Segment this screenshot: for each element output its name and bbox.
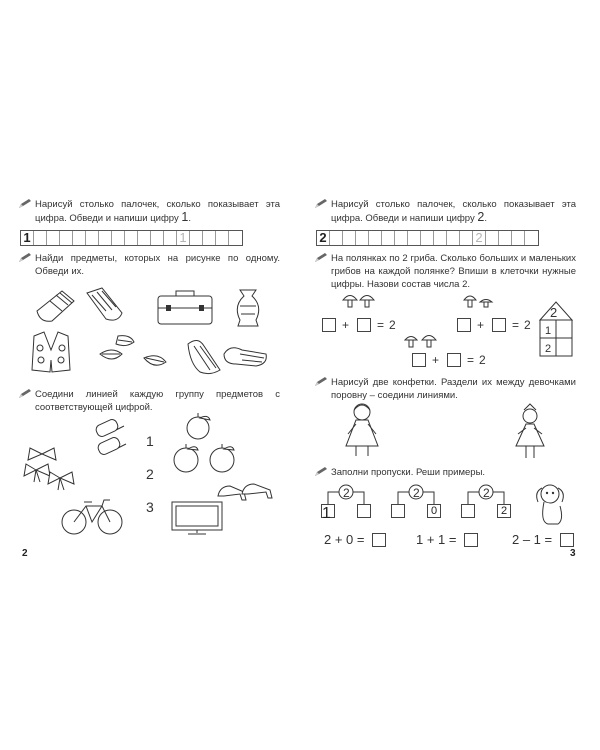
right-task2 (314, 252, 576, 291)
writing-cell[interactable] (486, 231, 499, 245)
writing-cell[interactable] (164, 231, 177, 245)
right-task2-text: На полянках по 2 гриба. Сколько больших и маленьких грибов на каждой полянке? Впиши в клеточки нужные цифры. Назови состав числа 2. (331, 253, 576, 290)
vest-picture[interactable] (30, 330, 72, 374)
writing-cell[interactable]: 2 (317, 231, 330, 245)
writing-cell[interactable] (343, 231, 356, 245)
answer-box[interactable] (322, 318, 336, 332)
tree-top: 2 (483, 486, 490, 500)
socks-picture[interactable] (32, 283, 132, 323)
tree-right-cell[interactable]: 2 (497, 504, 511, 518)
writing-cell[interactable] (382, 231, 395, 245)
writing-cell[interactable] (138, 231, 151, 245)
writing-cell[interactable]: 1 (177, 231, 190, 245)
pencil-icon (314, 253, 328, 263)
shoes-picture[interactable] (216, 478, 276, 502)
left-writing-cells[interactable] (20, 230, 243, 246)
tree-right-cell[interactable] (357, 504, 371, 518)
pencil-icon (18, 253, 32, 263)
writing-cell[interactable] (395, 231, 408, 245)
plus-sign: + (432, 353, 440, 367)
left-task3-text: Соедини линией каждую группу предметов с соответствующей цифрой. (35, 389, 280, 413)
tree-right-cell[interactable]: 0 (427, 504, 441, 518)
writing-cell[interactable] (47, 231, 60, 245)
answer-box[interactable] (447, 353, 461, 367)
writing-cell[interactable] (330, 231, 343, 245)
bows-picture[interactable] (24, 448, 84, 494)
pencil-icon (18, 199, 32, 209)
example-answer-box[interactable] (464, 533, 478, 547)
writing-cell[interactable] (34, 231, 47, 245)
number-2: 2 (146, 466, 154, 482)
pencil-icon (314, 199, 328, 209)
dog-picture (532, 482, 572, 526)
result-two: 2 (479, 353, 486, 367)
equals-sign: = (467, 353, 475, 367)
example-answer-box[interactable] (560, 533, 574, 547)
equals-sign: = (512, 318, 520, 332)
flippers-picture[interactable] (180, 334, 270, 378)
right-task4-text: Заполни пропуски. Реши примеры. (331, 467, 486, 478)
left-task1-digit: 1 (181, 210, 189, 224)
right-writing-cells[interactable] (316, 230, 539, 246)
house-cell: 1 (545, 325, 552, 337)
writing-cell[interactable] (229, 231, 242, 245)
writing-cell[interactable]: 2 (473, 231, 486, 245)
plus-sign: + (342, 318, 350, 332)
vase-picture[interactable] (232, 288, 264, 328)
writing-cell[interactable] (73, 231, 86, 245)
mushrooms-picture-1 (342, 292, 376, 308)
number-3: 3 (146, 499, 154, 515)
answer-box[interactable] (457, 318, 471, 332)
number-1: 1 (146, 433, 154, 449)
bicycle-picture[interactable] (60, 496, 124, 536)
right-task1: Нарисуй столько палочек, сколько показывает эта цифра. Обведи и напиши цифру 2. (314, 198, 576, 225)
tv-picture[interactable] (170, 500, 226, 536)
writing-cell[interactable] (86, 231, 99, 245)
mushrooms-picture-2 (462, 292, 496, 308)
mushrooms-picture-3 (404, 332, 438, 348)
left-task1-text: Нарисуй столько палочек, сколько показывает эта цифра. Обведи и напиши цифру (35, 199, 280, 224)
writing-cell[interactable] (512, 231, 525, 245)
leaves-picture[interactable] (98, 330, 178, 374)
right-task4 (314, 466, 576, 479)
girl-picture-1 (342, 402, 382, 458)
right-task3-text: Нарисуй две конфетки. Раздели их между девочками поровну – соедини линиями. (331, 377, 576, 401)
writing-cell[interactable] (408, 231, 421, 245)
plus-sign: + (477, 318, 485, 332)
writing-cell[interactable] (421, 231, 434, 245)
tree-top: 2 (413, 486, 420, 500)
answer-box[interactable] (357, 318, 371, 332)
girl-picture-2 (510, 406, 550, 460)
writing-cell[interactable] (525, 231, 538, 245)
pencil-icon (314, 467, 328, 477)
answer-box[interactable] (412, 353, 426, 367)
example-1: 2 + 0 = (324, 532, 365, 547)
ice-cream-picture[interactable] (90, 420, 130, 462)
example-answer-box[interactable] (372, 533, 386, 547)
pencil-icon (314, 377, 328, 387)
writing-cell[interactable] (434, 231, 447, 245)
writing-cell[interactable] (112, 231, 125, 245)
writing-cell[interactable] (499, 231, 512, 245)
writing-cell[interactable] (460, 231, 473, 245)
pencil-icon (18, 389, 32, 399)
writing-cell[interactable] (151, 231, 164, 245)
right-task1-digit: 2 (477, 210, 485, 224)
left-task2-text: Найди предметы, которых на рисунке по одному. Обведи их. (35, 253, 280, 277)
writing-cell[interactable] (125, 231, 138, 245)
result-two: 2 (524, 318, 531, 332)
writing-cell[interactable] (99, 231, 112, 245)
right-page-number: 3 (570, 548, 576, 559)
apples-picture[interactable] (168, 416, 256, 476)
example-2: 1 + 1 = (416, 532, 457, 547)
left-task1: Нарисуй столько палочек, сколько показывает эта цифра. Обведи и напиши цифру 1. (18, 198, 280, 225)
writing-cell[interactable] (447, 231, 460, 245)
left-page-number: 2 (22, 548, 28, 559)
writing-cell[interactable] (190, 231, 203, 245)
left-task3 (18, 388, 280, 414)
writing-cell[interactable]: 1 (21, 231, 34, 245)
tree-top: 2 (343, 486, 350, 500)
writing-cell[interactable] (216, 231, 229, 245)
tree-left-cell[interactable] (461, 504, 475, 518)
example-3: 2 – 1 = (512, 532, 553, 547)
equals-sign: = (377, 318, 385, 332)
house-cell: 2 (545, 343, 552, 355)
tree-left-cell[interactable] (391, 504, 405, 518)
writing-cell[interactable] (356, 231, 369, 245)
writing-cell[interactable] (60, 231, 73, 245)
writing-cell[interactable] (369, 231, 382, 245)
house-top-number: 2 (550, 305, 558, 320)
suitcase-picture[interactable] (156, 288, 216, 326)
right-task1-text: Нарисуй столько палочек, сколько показывает эта цифра. Обведи и напиши цифру (331, 199, 576, 224)
result-two: 2 (389, 318, 396, 332)
writing-cell[interactable] (203, 231, 216, 245)
right-task3 (314, 376, 576, 402)
left-task2 (18, 252, 280, 278)
answer-box[interactable] (492, 318, 506, 332)
tree-left-cell[interactable]: 1 (321, 504, 335, 518)
